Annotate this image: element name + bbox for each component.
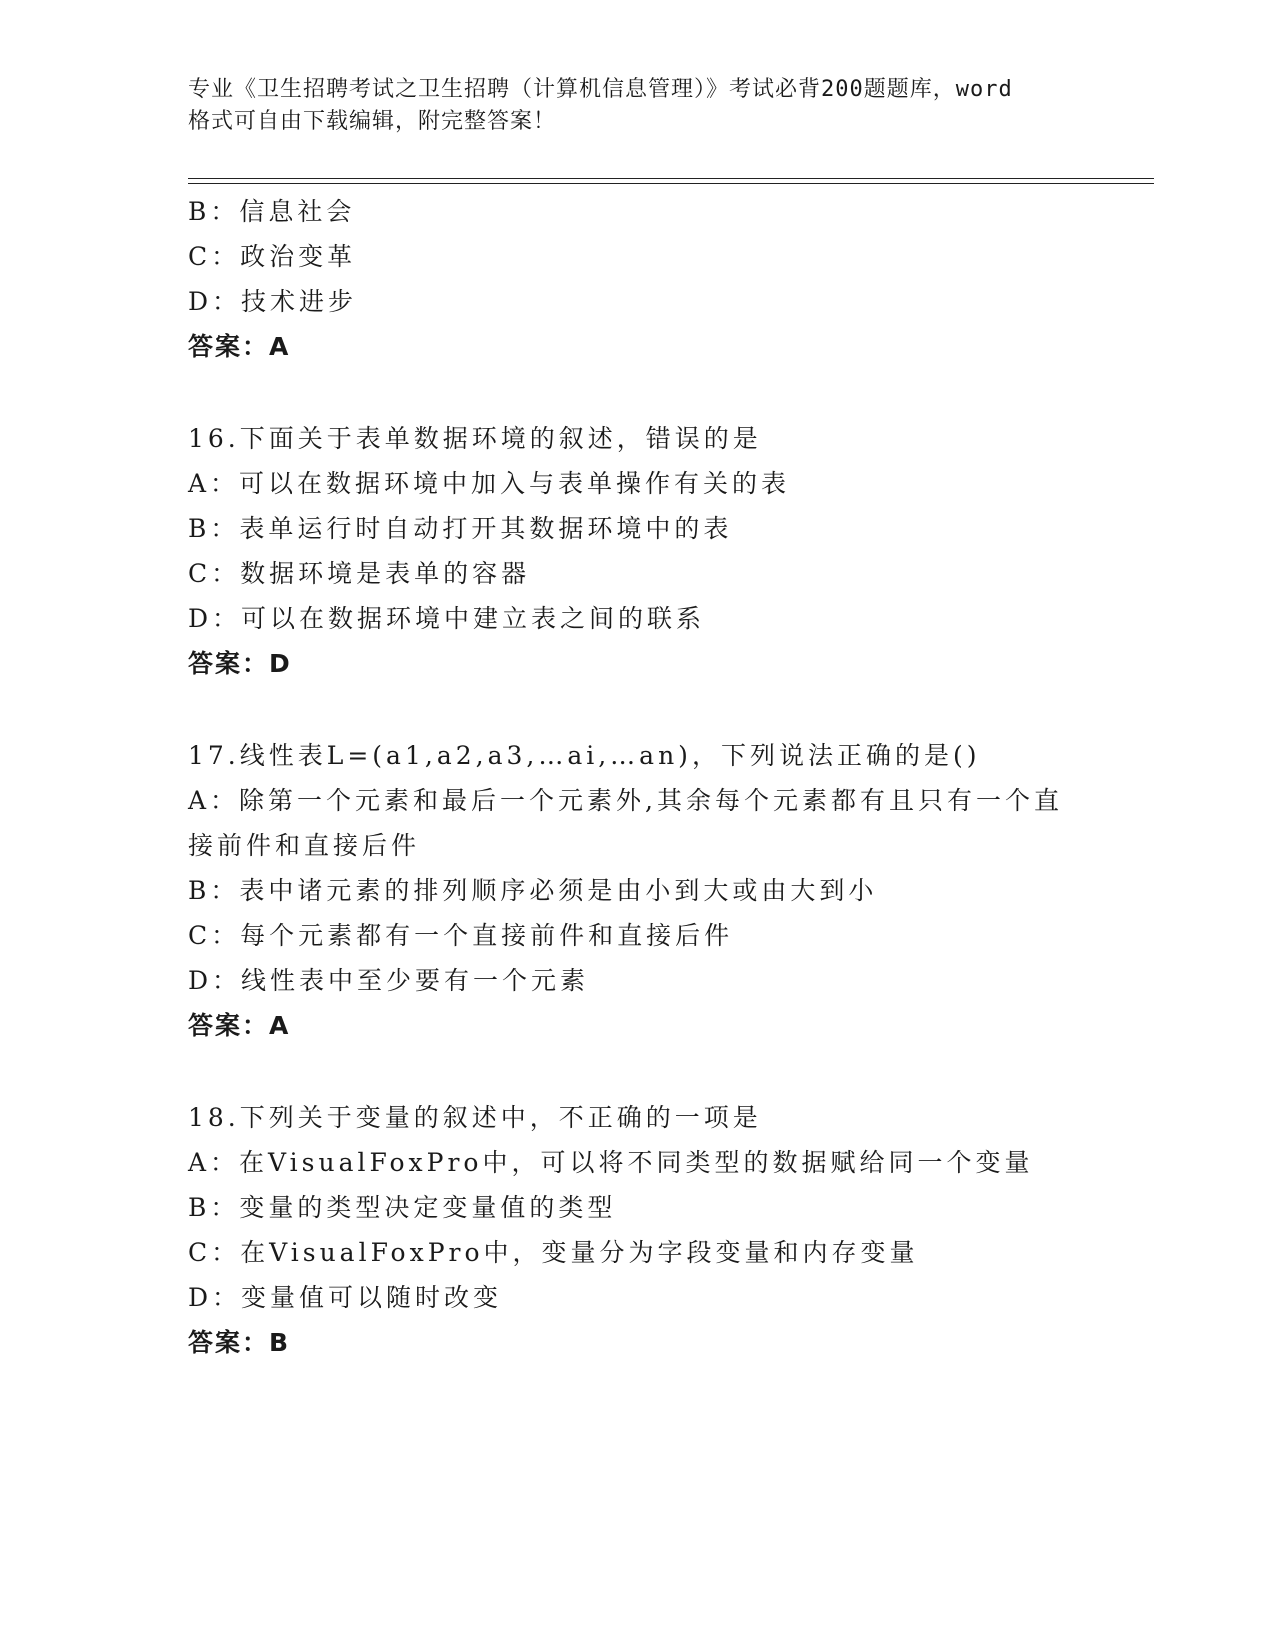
answer: 答案：D: [188, 649, 292, 678]
option: C：数据环境是表单的容器: [188, 559, 531, 588]
option: C：在VisualFoxPro中，变量分为字段变量和内存变量: [188, 1238, 919, 1267]
option: C：每个元素都有一个直接前件和直接后件: [188, 921, 734, 950]
question-list: [188, 189, 1088, 1365]
option: B：表单运行时自动打开其数据环境中的表: [188, 514, 733, 543]
option: A：除第一个元素和最后一个元素外,其余每个元素都有且只有一个直: [188, 786, 1064, 815]
option: A：可以在数据环境中加入与表单操作有关的表: [188, 469, 791, 498]
question-title: 16.下面关于表单数据环境的叙述，错误的是: [188, 424, 762, 453]
question-title: 17.线性表L=(a1,a2,a3,…ai,…an)，下列说法正确的是(): [188, 741, 981, 770]
document-header: [188, 74, 1088, 138]
answer: 答案：A: [188, 332, 291, 361]
question-18: [188, 1095, 1088, 1365]
option-continuation: 接前件和直接后件: [188, 831, 421, 860]
question-17: [188, 733, 1088, 1048]
option: D：可以在数据环境中建立表之间的联系: [188, 604, 706, 633]
header-line-1: 专业《卫生招聘考试之卫生招聘（计算机信息管理）》考试必背200题题库，word: [188, 77, 1013, 102]
previous-question-tail: [188, 189, 1088, 369]
question-title: 18.下列关于变量的叙述中，不正确的一项是: [188, 1103, 762, 1132]
answer: 答案：A: [188, 1011, 291, 1040]
question-16: [188, 416, 1088, 686]
header-line-2: 格式可自由下载编辑，附完整答案！: [188, 109, 557, 134]
option: D：变量值可以随时改变: [188, 1283, 503, 1312]
option: B：变量的类型决定变量值的类型: [188, 1193, 617, 1222]
answer: 答案：B: [188, 1328, 291, 1357]
header-rule-top: [188, 178, 1154, 179]
option: C：政治变革: [188, 242, 357, 271]
option: B：信息社会: [188, 197, 356, 226]
option: D：技术进步: [188, 287, 358, 316]
option: D：线性表中至少要有一个元素: [188, 966, 590, 995]
option: B：表中诸元素的排列顺序必须是由小到大或由大到小: [188, 876, 878, 905]
option: A：在VisualFoxPro中，可以将不同类型的数据赋给同一个变量: [188, 1148, 1034, 1177]
header-rule-bottom: [188, 183, 1154, 184]
